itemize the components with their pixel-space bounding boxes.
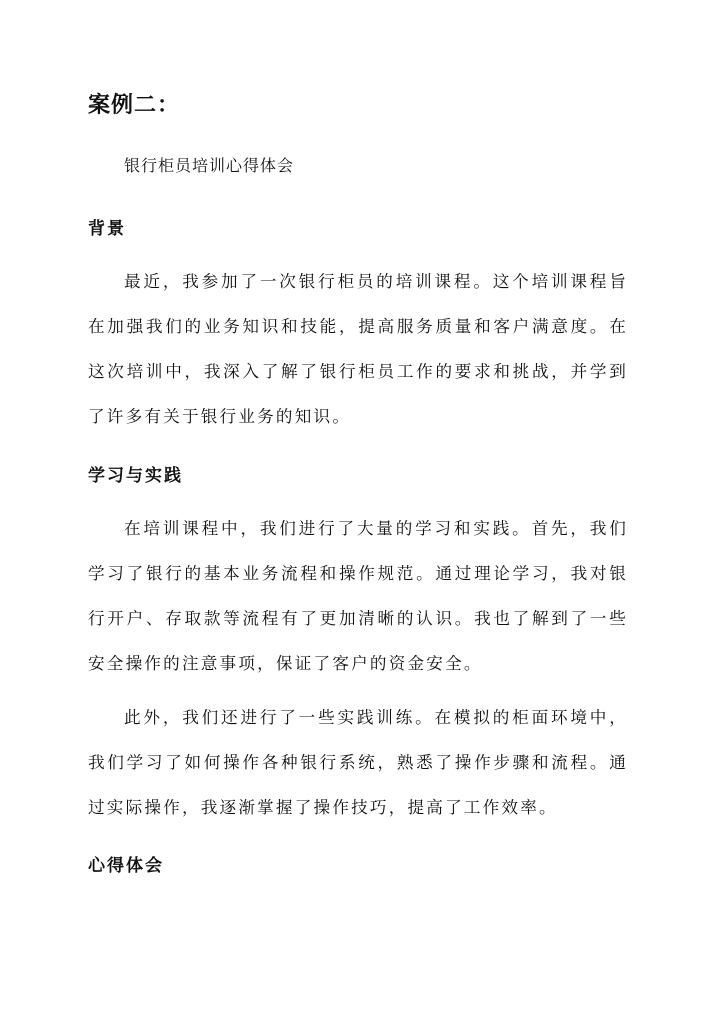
document-subtitle: 银行柜员培训心得体会	[124, 156, 295, 175]
section-heading-reflections: 心得体会	[88, 856, 164, 876]
case-title: 案例二：	[88, 92, 181, 118]
section-heading-background: 背景	[88, 219, 126, 239]
section-heading-study-practice: 学习与实践	[88, 466, 183, 486]
paragraph-study: 在培训课程中，我们进行了大量的学习和实践。首先，我们学习了银行的基本业务流程和操作规范。通过理论学习，我对银行开户、存取款等流程有了更加清晰的认识。我也了解到了一些安全操作的注意事项，保证了客户的资金安全。	[88, 519, 628, 673]
paragraph-background: 最近，我参加了一次银行柜员的培训课程。这个培训课程旨在加强我们的业务知识和技能，提高服务质量和客户满意度。在这次培训中，我深入了解了银行柜员工作的要求和挑战，并学到了许多有关于银行业务的知识。	[88, 272, 628, 426]
paragraph-practice: 此外，我们还进行了一些实践训练。在模拟的柜面环境中，我们学习了如何操作各种银行系统，熟悉了操作步骤和流程。通过实际操作，我逐渐掌握了操作技巧，提高了工作效率。	[88, 708, 628, 817]
